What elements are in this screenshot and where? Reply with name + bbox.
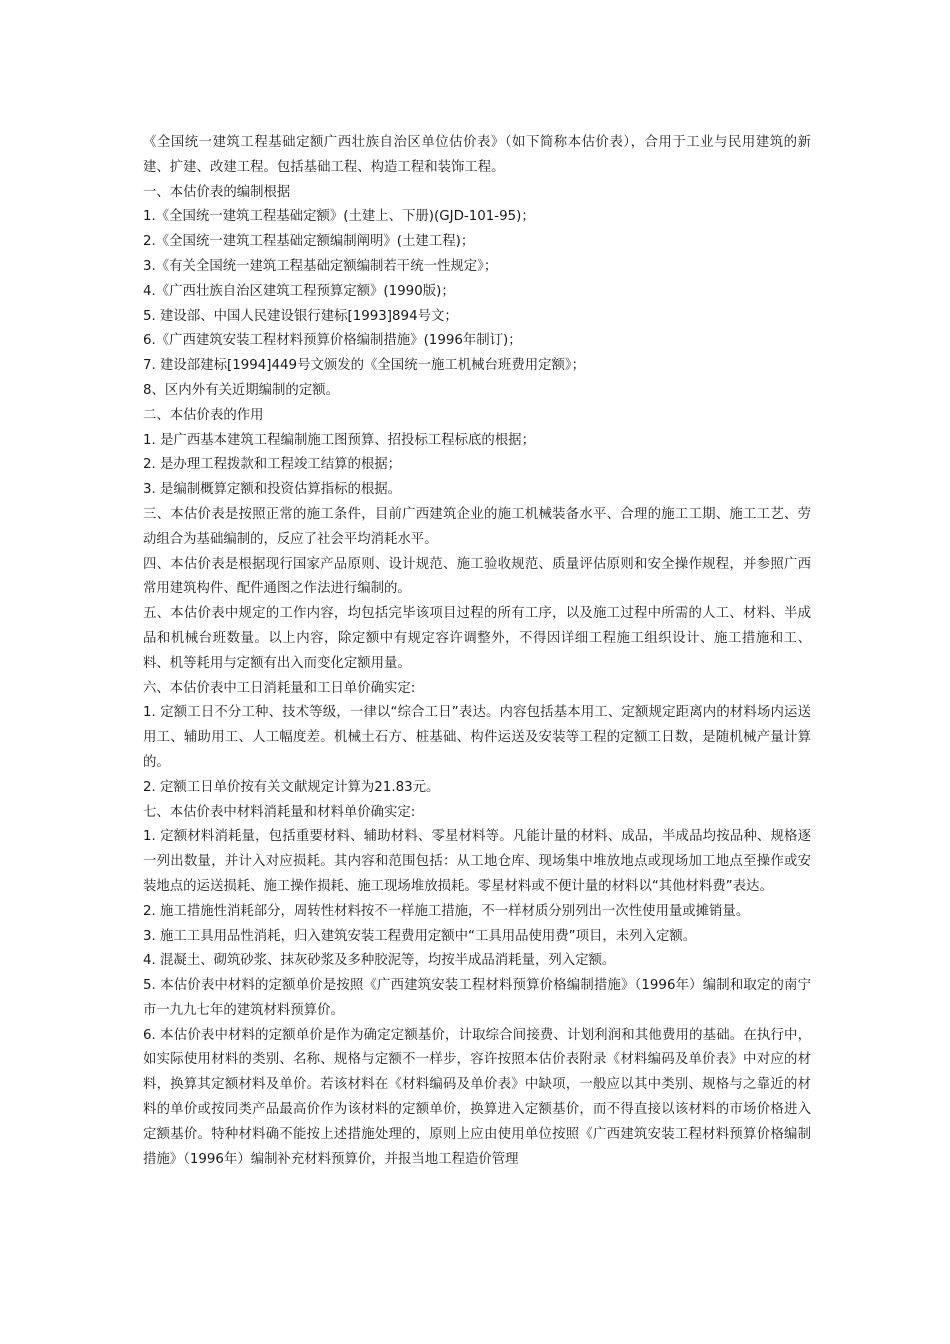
list-item: 4.《广西壮族自治区建筑工程预算定额》(1990版)； bbox=[143, 283, 455, 299]
document-body bbox=[143, 131, 811, 1172]
section-paragraph-3: 三、本估价表是按照正常的施工条件，目前广西建筑企业的施工机械装备水平、合理的施工工期、施工工艺、劳动组合为基础编制的，反应了社会平均消耗水平。 bbox=[143, 506, 811, 547]
list-item: 2. 施工措施性消耗部分，周转性材料按不一样施工措施，不一样材质分别列出一次性使用量或摊销量。 bbox=[143, 903, 750, 919]
list-item: 3. 施工工具用品性消耗，归入建筑安装工程费用定额中“工具用品使用费”项目，未列入定额。 bbox=[143, 928, 697, 944]
list-item: 3. 是编制概算定额和投资估算指标的根据。 bbox=[143, 482, 402, 498]
section-heading-6: 六、本估价表中工日消耗量和工日单价确实定: bbox=[143, 680, 416, 696]
list-item: 2. 是办理工程拨款和工程竣工结算的根据； bbox=[143, 457, 402, 473]
section-heading-2: 二、本估价表的作用 bbox=[143, 407, 264, 423]
list-item: 6.《广西建筑安装工程材料预算价格编制措施》(1996年制订)； bbox=[143, 333, 522, 349]
list-item: 6. 本估价表中材料的定额单价是作为确定定额基价，计取综合间接费、计划利润和其他费用的基础。在执行中，如实际使用材料的类别、名称、规格与定额不一样步，容许按照本估价表附录《材料编码及单价表》中对应的材料，换算其定额材料及单价。若该材料在《材料编码及单价表》中缺项，一般应以其中类别、规格与之靠近的材料的单价或按同类产品最高价作为该材料的定额单价，换算进入定额基价，而不得直接以该材料的市场价格进入定额基价。特种材料确不能按上述措施处理的，原则上应由使用单位按照《广西建筑安装工程材料预算价格编制措施》（1996年）编制补充材料预算价，并报当地工程造价管理 bbox=[143, 1027, 811, 1167]
list-item: 1. 定额工日不分工种、技术等级，一律以“综合工日”表达。内容包括基本用工、定额规定距离内的材料场内运送用工、辅助用工、人工幅度差。机械土石方、桩基础、构件运送及安装等工程的定额工日数，是随机械产量计算的。 bbox=[143, 705, 811, 770]
list-item: 5. 建设部、中国人民建设银行建标[1993]894号文； bbox=[143, 308, 458, 324]
list-item: 4. 混凝土、砌筑砂浆、抹灰砂浆及多种胶泥等，均按半成品消耗量，列入定额。 bbox=[143, 953, 616, 969]
section-paragraph-4: 四、本估价表是根据现行国家产品原则、设计规范、施工验收规范、质量评估原则和安全操作规程，并参照广西常用建筑构件、配件通图之作法进行编制的。 bbox=[143, 556, 811, 597]
list-item: 5. 本估价表中材料的定额单价是按照《广西建筑安装工程材料预算价格编制措施》（1996年）编制和取定的南宁市一九九七年的建筑材料预算价。 bbox=[143, 978, 811, 1018]
section-paragraph-5: 五、本估价表中规定的工作内容，均包括完毕该项目过程的所有工序，以及施工过程中所需的人工、材料、半成品和机械台班数量。以上内容，除定额中有规定容许调整外，不得因详细工程施工组织设计、施工措施和工、料、机等耗用与定额有出入而变化定额用量。 bbox=[143, 606, 811, 671]
list-item: 2. 定额工日单价按有关文献规定计算为21.83元。 bbox=[143, 779, 440, 795]
list-item: 2.《全国统一建筑工程基础定额编制阐明》(土建工程)； bbox=[143, 234, 475, 250]
list-item: 3.《有关全国统一建筑工程基础定额编制若干统一性规定》； bbox=[143, 258, 498, 274]
section-heading-7: 七、本估价表中材料消耗量和材料单价确实定: bbox=[143, 804, 416, 820]
section-heading-1: 一、本估价表的编制根据 bbox=[143, 184, 291, 200]
intro-paragraph: 《全国统一建筑工程基础定额广西壮族自治区单位估价表》（如下简称本估价表），合用于工业与民用建筑的新建、扩建、改建工程。包括基础工程、构造工程和装饰工程。 bbox=[143, 135, 811, 175]
list-item: 8、区内外有关近期编制的定额。 bbox=[143, 382, 339, 398]
list-item: 1. 定额材料消耗量，包括重要材料、辅助材料、零星材料等。凡能计量的材料、成品，半成品均按品种、规格逐一列出数量，并计入对应损耗。其内容和范围包括：从工地仓库、现场集中堆放地点或现场加工地点至操作或安装地点的运送损耗、施工操作损耗、施工现场堆放损耗。零星材料或不便计量的材料以“其他材料费”表达。 bbox=[143, 829, 811, 894]
list-item: 7. 建设部建标[1994]449号文颁发的《全国统一施工机械台班费用定额》； bbox=[143, 358, 585, 374]
list-item: 1. 是广西基本建筑工程编制施工图预算、招投标工程标底的根据； bbox=[143, 432, 535, 448]
list-item: 1.《全国统一建筑工程基础定额》(土建上、下册)(GJD-101-95)； bbox=[143, 209, 535, 225]
